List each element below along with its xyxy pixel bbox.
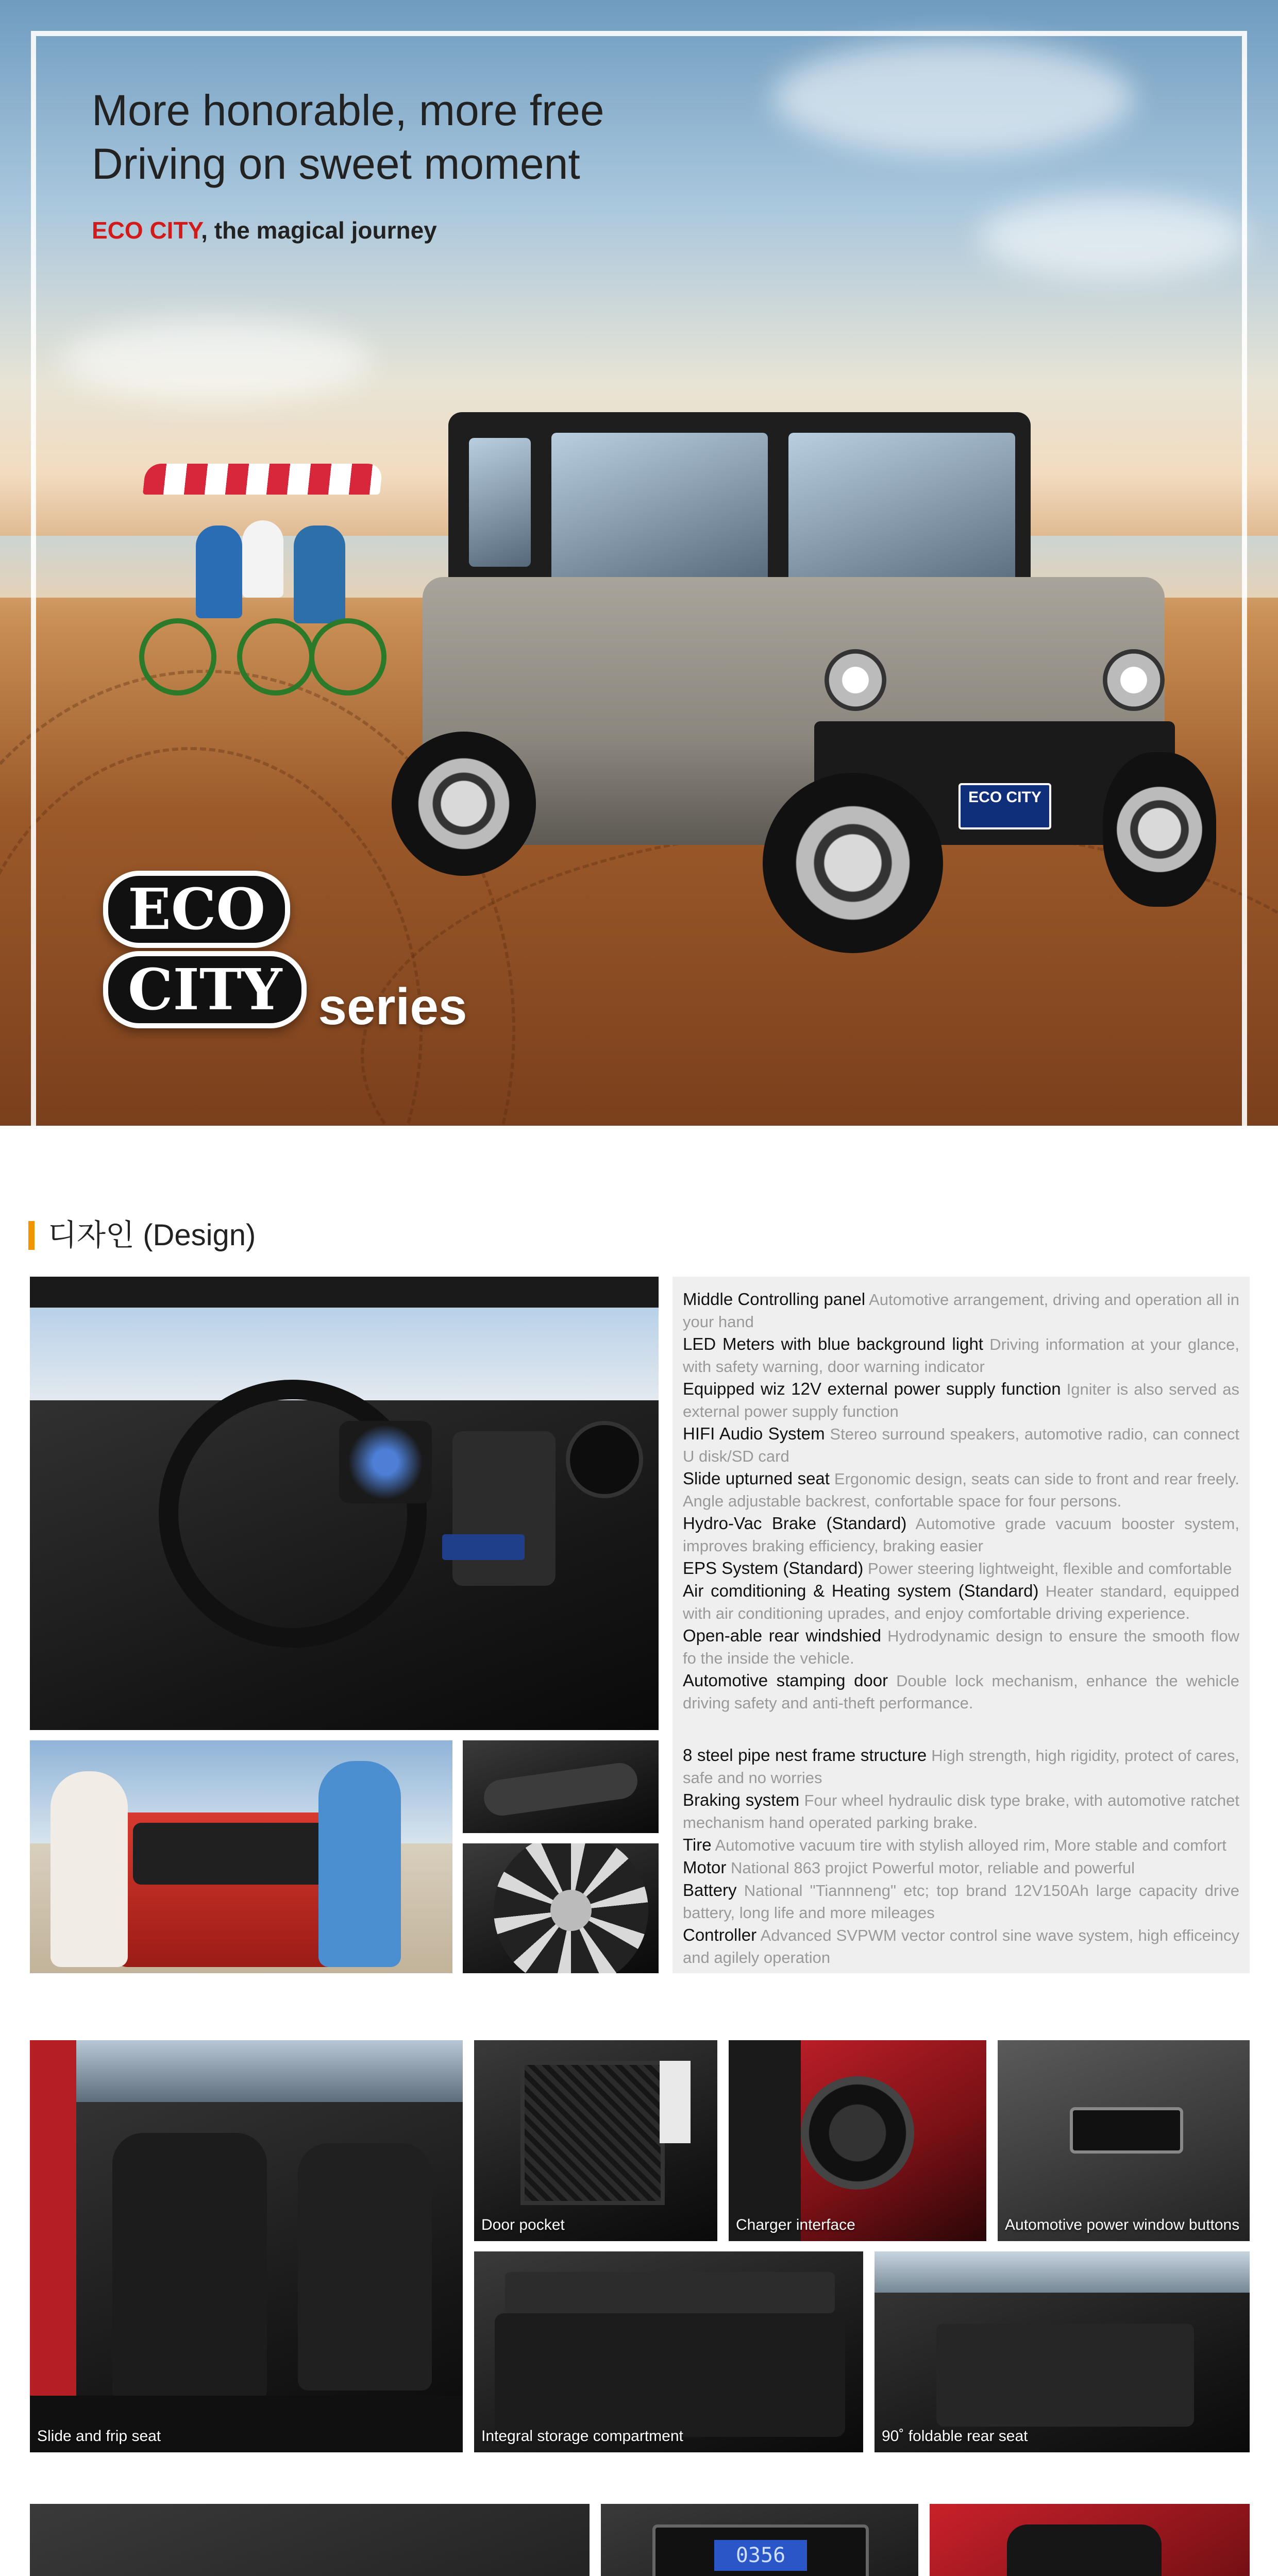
- design-section-title: 디자인 (Design): [28, 1211, 256, 1254]
- spec-name: HIFI Audio System: [683, 1424, 825, 1443]
- spec-name: Controller: [683, 1925, 757, 1944]
- spec-desc: Driving information at your glance, with safety warning, door warning indicator: [683, 1335, 1239, 1376]
- power-window-photo: [998, 2040, 1250, 2241]
- spec-name: EPS System (Standard): [683, 1558, 864, 1578]
- spec-desc: Igniter is also served as external power supply function: [683, 1380, 1239, 1420]
- eco-city-series-logo: [103, 871, 467, 1037]
- spec-name: Open-able rear windshied: [683, 1626, 881, 1645]
- spec-desc: Advanced SVPWM vector control sine wave system, high efficeincy and agilely operation: [683, 1926, 1239, 1967]
- spec-item: [683, 1669, 1239, 1714]
- hero-headline-line2: Driving on sweet moment: [92, 140, 580, 188]
- rear-seat-photo: [875, 2251, 1250, 2452]
- spec-item: [683, 1580, 1239, 1624]
- spec-desc: Hydrodynamic design to ensure the smooth flow fo the inside the vehicle.: [683, 1627, 1240, 1667]
- spec-desc: Stereo surround speakers, automotive radio, can connect U disk/SD card: [683, 1425, 1239, 1465]
- spec-item: [683, 1879, 1239, 1924]
- spec-name: Battery: [683, 1880, 737, 1900]
- hero-car-image: [392, 402, 1216, 1010]
- tagline-brand: ECO CITY: [92, 217, 201, 244]
- door-pocket-photo: [474, 2040, 717, 2241]
- spec-item: [683, 1624, 1239, 1669]
- rear-view-photo: [30, 2504, 590, 2576]
- logo-city: CITY: [103, 951, 307, 1028]
- spec-item: [683, 1834, 1239, 1856]
- spec-name: 8 steel pipe nest frame structure: [683, 1745, 927, 1765]
- spec-name: Middle Controlling panel: [683, 1290, 866, 1309]
- spec-item: [683, 1856, 1239, 1879]
- spec-desc: Automotive arrangement, driving and operation all in your hand: [683, 1291, 1239, 1331]
- spec-name: Automotive stamping door: [683, 1671, 888, 1690]
- spec-name: Slide upturned seat: [683, 1469, 830, 1488]
- caption-rear-seat: 90˚ foldable rear seat: [882, 2428, 1028, 2445]
- caption-storage: Integral storage compartment: [481, 2428, 683, 2445]
- spec-item: [683, 1288, 1239, 1333]
- spec-name: Motor: [683, 1858, 727, 1877]
- spec-desc: Heater standard, equipped with air conditioning uprades, and enjoy comfortable driving experience.: [683, 1582, 1239, 1622]
- alloy-wheel-photo: [463, 1843, 659, 1973]
- caption-seat: Slide and frip seat: [37, 2428, 161, 2445]
- caption-door-pocket: Door pocket: [481, 2216, 565, 2233]
- spec-desc: Ergonomic design, seats can side to front and rear freely. Angle adjustable backrest, confortable space for four persons.: [683, 1470, 1239, 1510]
- spec-desc: National "Tiannneng" etc; top brand 12V150Ah large capacity drive battery, long life and more mileages: [683, 1882, 1239, 1922]
- seat-photo: [30, 2040, 463, 2452]
- spec-desc: High strength, high rigidity, protect of cares, safe and no worries: [683, 1747, 1239, 1787]
- spec-panel: [672, 1277, 1250, 1973]
- charger-photo: [729, 2040, 986, 2241]
- spec-name: Hydro-Vac Brake (Standard): [683, 1514, 907, 1533]
- spec-name: Tire: [683, 1835, 712, 1854]
- spec-list-bottom: [683, 1744, 1239, 1969]
- spec-desc: Four wheel hydraulic disk type brake, with automotive ratchet mechanism hand operated parking brake.: [683, 1791, 1239, 1832]
- storage-photo: [474, 2251, 863, 2452]
- hero-headline: [92, 83, 604, 191]
- logo-series: series: [318, 978, 467, 1036]
- spec-desc: Automotive grade vacuum booster system, improves braking efficiency, braking easier: [683, 1515, 1239, 1555]
- hero-headline-line1: More honorable, more free: [92, 86, 604, 134]
- spec-desc: Double lock mechanism, enhance the wehicle driving safety and anti-theft performance.: [683, 1672, 1239, 1712]
- spec-name: Braking system: [683, 1790, 800, 1809]
- mirror-photo: [930, 2504, 1250, 2576]
- caption-power-window: Automotive power window buttons: [1005, 2216, 1240, 2233]
- spec-item: [683, 1378, 1239, 1422]
- spec-desc: National 863 projict Powerful motor, reliable and powerful: [730, 1859, 1135, 1877]
- spec-desc: Power steering lightweight, flexible and comfortable: [867, 1560, 1232, 1578]
- caption-charger: Charger interface: [736, 2216, 855, 2233]
- handbrake-photo: [463, 1740, 659, 1833]
- spec-list-top: [683, 1288, 1239, 1714]
- spec-item: [683, 1744, 1239, 1789]
- spec-name: Equipped wiz 12V external power supply function: [683, 1379, 1061, 1398]
- logo-eco: ECO: [103, 871, 290, 948]
- car-badge: ECO CITY: [959, 783, 1051, 829]
- spec-name: Air comditioning & Heating system (Standard): [683, 1581, 1039, 1600]
- radio-display: 0356: [714, 2540, 807, 2571]
- spec-item: [683, 1467, 1239, 1512]
- dashboard-photo: [30, 1277, 659, 1730]
- tagline-rest: , the magical journey: [201, 217, 437, 244]
- couple-car-photo: [30, 1740, 452, 1973]
- family-bicycle-illustration: [139, 464, 407, 701]
- spec-name: LED Meters with blue background light: [683, 1334, 983, 1353]
- spec-item: [683, 1422, 1239, 1467]
- hero-tagline: [92, 216, 437, 244]
- title-accent-bar: [28, 1221, 35, 1250]
- spec-item: [683, 1557, 1239, 1580]
- spec-item: [683, 1512, 1239, 1557]
- spec-item: [683, 1924, 1239, 1969]
- audio-photo: [601, 2504, 918, 2576]
- spec-desc: Automotive vacuum tire with stylish alloyed rim, More stable and comfort: [715, 1836, 1226, 1854]
- spec-item: [683, 1333, 1239, 1378]
- spec-item: [683, 1789, 1239, 1834]
- hero-banner: [0, 0, 1278, 1126]
